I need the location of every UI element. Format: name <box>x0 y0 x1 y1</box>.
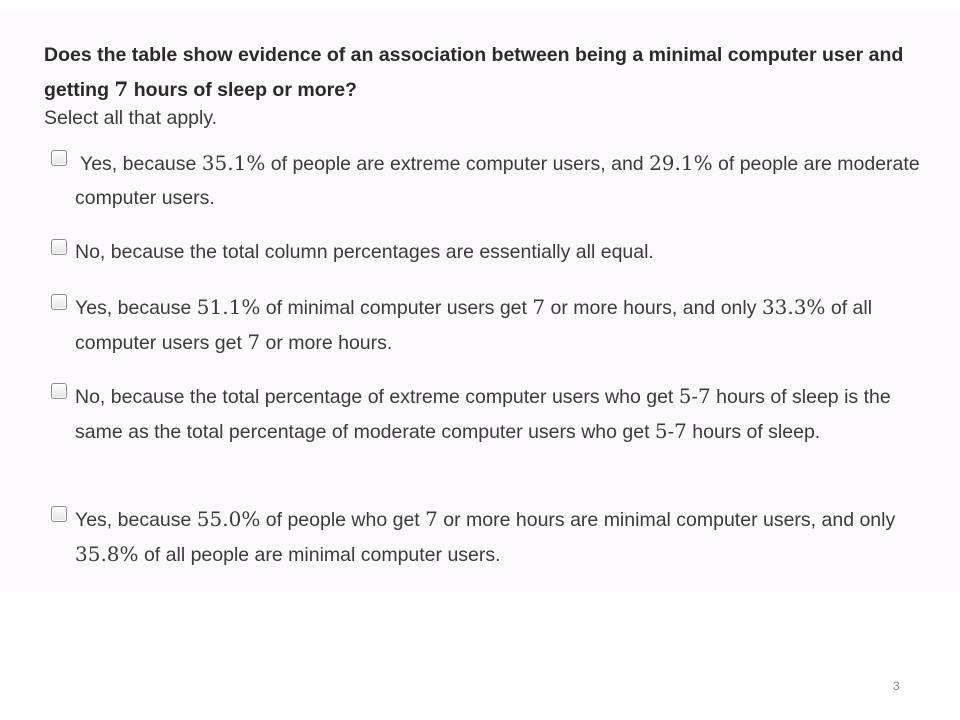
answer-option-2[interactable] <box>48 235 928 269</box>
page-number: 3 <box>893 679 900 693</box>
option-label: Yes, because 55.0% of people who get 7 or more hours are minimal computer users, and only 35.8% of all people are minimal computer users. <box>75 507 896 566</box>
checkbox[interactable] <box>51 294 67 310</box>
question-text: Does the table show evidence of an association between being a minimal computer user and getting 7 hours of sleep or more? <box>44 44 904 101</box>
instruction-text: Select all that apply. <box>44 107 218 129</box>
checkbox[interactable] <box>51 506 67 522</box>
answer-option-3[interactable] <box>48 290 928 360</box>
answer-option-1[interactable] <box>48 146 928 215</box>
option-label: No, because the total column percentages are essentially all equal. <box>75 241 654 263</box>
option-label: Yes, because 51.1% of minimal computer users get 7 or more hours, and only 33.3% of all computer users get 7 or more hours. <box>75 295 873 354</box>
answer-option-4[interactable] <box>48 379 928 449</box>
checkbox[interactable] <box>51 150 67 166</box>
option-label: Yes, because 35.1% of people are extreme computer users, and 29.1% of people are moderate computer users. <box>75 151 920 209</box>
question-panel <box>0 10 960 592</box>
option-label: No, because the total percentage of extreme computer users who get 5-7 hours of sleep is the same as the total percentage of moderate computer users who get 5-7 hours of sleep. <box>75 384 891 443</box>
math-value: 7 <box>114 77 129 101</box>
checkbox[interactable] <box>51 239 67 255</box>
answer-option-5[interactable] <box>48 502 928 572</box>
checkbox[interactable] <box>51 383 67 399</box>
